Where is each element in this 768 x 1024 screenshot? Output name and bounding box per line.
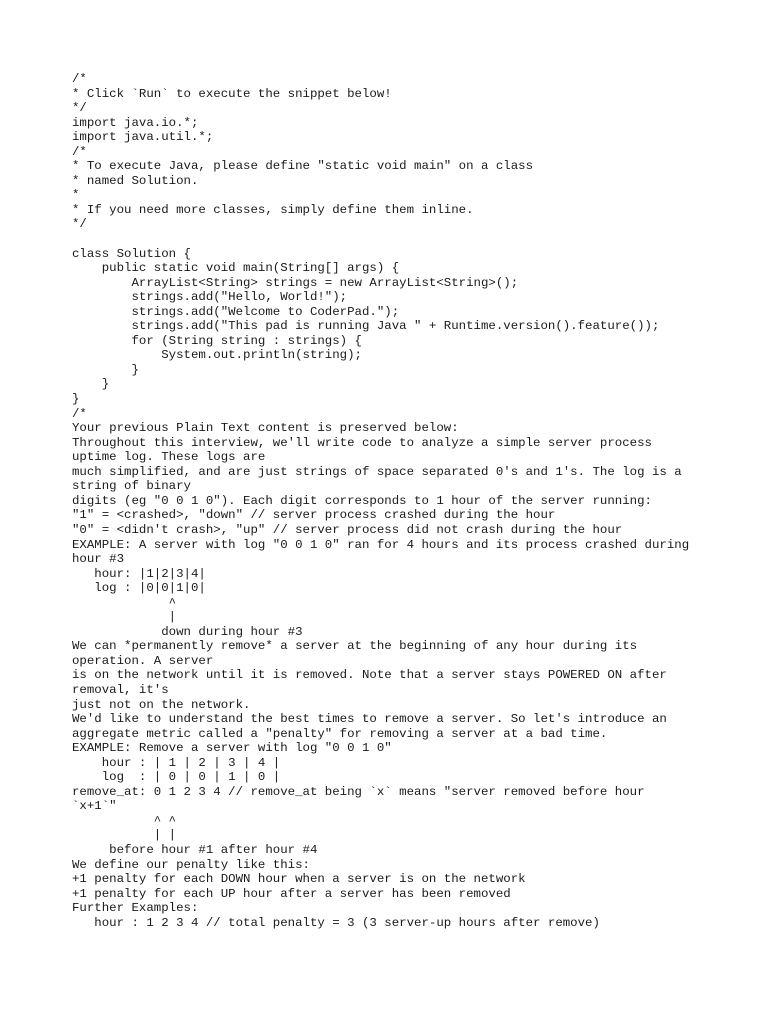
code-line: strings.add("Welcome to CoderPad."); [72,304,400,319]
code-line: string of binary [72,479,191,494]
code-line: hour #3 [72,552,125,567]
code-line: class Solution { [72,246,191,261]
code-line: Your previous Plain Text content is preserved below: [72,421,459,436]
code-line: public static void main(String[] args) { [72,261,400,276]
code-line: ^ ^ [72,813,177,828]
code-line: | | [72,828,177,843]
code-line: strings.add("This pad is running Java " + Runtime.version().feature()); [72,319,660,334]
code-line: "1" = <crashed>, "down" // server process crashed during the hour [72,508,556,523]
code-line: remove_at: 0 1 2 3 4 // remove_at being `x` means "server removed before hour [72,784,645,799]
code-line: hour: |1|2|3|4| [72,566,206,581]
code-line: import java.util.*; [72,130,214,145]
code-line: } [72,392,80,407]
code-line: for (String string : strings) { [72,333,362,348]
code-line: digits (eg "0 0 1 0"). Each digit corresponds to 1 hour of the server running: [72,493,652,508]
code-line: System.out.println(string); [72,348,362,363]
code-line: is on the network until it is removed. Note that a server stays POWERED ON after [72,668,667,683]
code-line: Throughout this interview, we'll write code to analyze a simple server process [72,435,652,450]
code-line: } [72,362,139,377]
code-line: +1 penalty for each UP hour after a server has been removed [72,886,511,901]
code-line: We define our penalty like this: [72,857,310,872]
code-line [72,232,748,247]
code-line: uptime log. These logs are [72,450,266,465]
code-line: * [72,188,80,203]
code-line: } [72,377,110,392]
code-line: EXAMPLE: A server with log "0 0 1 0" ran for 4 hours and its process crashed during [72,537,690,552]
code-line: */ [72,217,87,232]
code-line: much simplified, and are just strings of space separated 0's and 1's. The log is a [72,464,682,479]
code-line: import java.io.*; [72,115,199,130]
code-line: /* [72,144,87,159]
code-line: /* [72,406,87,421]
code-line: down during hour #3 [72,624,303,639]
code-line: * named Solution. [72,173,199,188]
code-line: ^ [72,595,177,610]
code-line: /* [72,72,87,86]
code-line: hour : | 1 | 2 | 3 | 4 | [72,755,281,770]
code-line: strings.add("Hello, World!"); [72,290,348,305]
code-line: before hour #1 after hour #4 [72,842,318,857]
code-line: We can *permanently remove* a server at the beginning of any hour during its [72,639,638,654]
code-line: | [72,610,177,625]
code-line: log : | 0 | 0 | 1 | 0 | [72,770,281,785]
code-line: * To execute Java, please define "static void main" on a class [72,159,534,174]
code-line: hour : 1 2 3 4 // total penalty = 3 (3 server-up hours after remove) [72,915,600,930]
code-line: We'd like to understand the best times to remove a server. So let's introduce an [72,712,667,727]
code-line: "0" = <didn't crash>, "up" // server process did not crash during the hour [72,522,623,537]
code-line: EXAMPLE: Remove a server with log "0 0 1 0" [72,741,392,756]
code-editor-text[interactable] [72,72,748,930]
code-line: log : |0|0|1|0| [72,581,206,596]
code-line: * Click `Run` to execute the snippet below! [72,86,392,101]
code-line: Further Examples: [72,901,199,916]
code-line: removal, it's [72,682,169,697]
code-line: aggregate metric called a "penalty" for removing a server at a bad time. [72,726,608,741]
code-line: just not on the network. [72,697,251,712]
code-line: */ [72,101,87,116]
code-line: operation. A server [72,653,214,668]
code-line: * If you need more classes, simply define them inline. [72,202,474,217]
code-line: ArrayList<String> strings = new ArrayList<String>(); [72,275,519,290]
code-line: +1 penalty for each DOWN hour when a server is on the network [72,872,526,887]
code-line: `x+1`" [72,799,117,814]
